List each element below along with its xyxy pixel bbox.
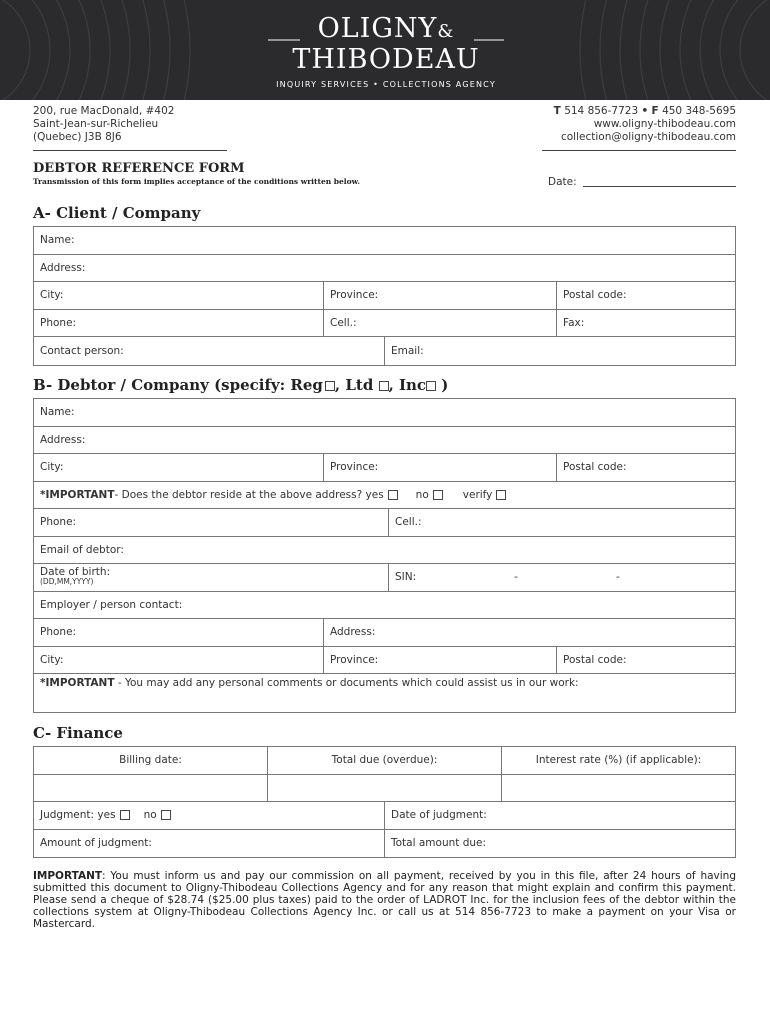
logo-tagline: INQUIRY SERVICES • COLLECTIONS AGENCY	[276, 80, 496, 89]
logo-ampersand: &	[437, 21, 455, 42]
employer-postal-field[interactable]: Postal code:	[563, 653, 627, 666]
reside-verify-checkbox[interactable]	[496, 490, 506, 500]
table-row	[34, 830, 735, 858]
debtor-phone-field[interactable]: Phone:	[34, 509, 389, 536]
table-row	[34, 674, 735, 712]
address-divider	[33, 150, 227, 151]
header-banner	[0, 0, 770, 100]
table-row	[34, 775, 735, 803]
section-a-table	[33, 226, 736, 366]
agency-contact	[554, 105, 736, 144]
total-due-input[interactable]	[268, 775, 502, 802]
table-row	[34, 337, 735, 365]
interest-rate-header: Interest rate (%) (if applicable):	[535, 754, 702, 767]
judgment-field: Judgment: yes no	[34, 802, 385, 829]
ltd-checkbox[interactable]	[379, 381, 389, 391]
reg-checkbox[interactable]	[325, 381, 335, 391]
debtor-dob-field[interactable]: Date of birth: (DD,MM,YYYY)	[34, 564, 389, 591]
table-row	[34, 255, 735, 283]
client-postal-field[interactable]: Postal code:	[563, 289, 627, 302]
form-subtitle: Transmission of this form implies acceptance of the conditions written below.	[33, 177, 360, 186]
employer-address-field[interactable]: Address:	[330, 626, 376, 639]
client-city-field[interactable]: City:	[34, 282, 324, 309]
table-row	[34, 454, 735, 482]
address-line1: 200, rue MacDonald, #402	[33, 105, 175, 117]
judgment-date-field[interactable]: Date of judgment:	[391, 809, 487, 822]
contact-divider	[542, 150, 736, 151]
client-cell-field[interactable]: Cell.:	[324, 310, 557, 337]
total-due-header: Total due (overdue):	[268, 747, 502, 774]
debtor-email-field[interactable]: Email of debtor:	[40, 543, 124, 556]
table-row	[34, 592, 735, 620]
client-province-field[interactable]: Province:	[324, 282, 557, 309]
debtor-city-field[interactable]: City:	[34, 454, 324, 481]
debtor-name-field[interactable]: Name:	[40, 406, 75, 419]
section-a-heading: A- Client / Company	[33, 204, 201, 222]
table-row	[34, 427, 735, 455]
table-row	[34, 802, 735, 830]
employer-city-field[interactable]: City:	[34, 647, 324, 674]
client-contact-field[interactable]: Contact person:	[34, 337, 385, 365]
address-line3: (Quebec) J3B 8J6	[33, 131, 122, 143]
section-c-table	[33, 746, 736, 858]
judgment-no-checkbox[interactable]	[161, 810, 171, 820]
employer-province-field[interactable]: Province:	[324, 647, 557, 674]
section-b-heading: B- Debtor / Company (specify: Reg , Ltd , Inc )	[33, 376, 449, 394]
date-label: Date:	[548, 176, 577, 188]
debtor-cell-field[interactable]: Cell.:	[395, 516, 422, 529]
total-amount-due-field[interactable]: Total amount due:	[391, 837, 487, 850]
debtor-address-field[interactable]: Address:	[40, 433, 86, 446]
debtor-postal-field[interactable]: Postal code:	[563, 461, 627, 474]
contact-phone-fax: T 514 856-7723 • F 450 348-5695	[553, 105, 736, 117]
important-note-text: : You must inform us and pay our commission on all payment, received by you in this file, after 24 hours of having submitted this document to Oligny-Thibodeau Collections Agency and for any reason that might explain and confirm this payment. Please send a cheque of $28.74 ($25.00 plus taxes) paid to the order of LADROT Inc. for the inclusion fees of the debtor within the collections system at Oligny-Thibodeau Collections Agency Inc. or call us at 514 856-7723 to make a payment on your Visa or Mastercard.	[33, 870, 736, 930]
reside-yes-checkbox[interactable]	[388, 490, 398, 500]
important-note	[33, 870, 736, 930]
reside-question: *IMPORTANT - Does the debtor reside at the above address? yes no verify	[34, 482, 735, 509]
table-row	[34, 310, 735, 338]
table-row	[34, 564, 735, 592]
debtor-sin-field[interactable]: SIN: - -	[395, 571, 620, 584]
table-row	[34, 399, 735, 427]
table-row	[34, 647, 735, 675]
judgment-amount-field[interactable]: Amount of judgment:	[34, 830, 385, 858]
billing-date-header: Billing date:	[34, 747, 268, 774]
table-row	[34, 537, 735, 565]
section-c-heading: C- Finance	[33, 724, 123, 742]
logo-line1: OLIGNY	[317, 13, 438, 44]
table-row	[34, 509, 735, 537]
contact-website[interactable]: www.oligny-thibodeau.com	[593, 118, 736, 130]
date-field[interactable]	[583, 186, 736, 187]
client-fax-field[interactable]: Fax:	[563, 316, 585, 329]
table-row	[34, 282, 735, 310]
important-note-label: IMPORTANT	[33, 870, 103, 882]
section-b-table	[33, 398, 736, 713]
employer-phone-field[interactable]: Phone:	[34, 619, 324, 646]
agency-address	[33, 105, 174, 144]
contact-email[interactable]: collection@oligny-thibodeau.com	[560, 131, 736, 143]
judgment-yes-checkbox[interactable]	[120, 810, 130, 820]
billing-date-input[interactable]	[34, 775, 268, 802]
interest-rate-input[interactable]	[502, 775, 735, 802]
client-name-field[interactable]: Name:	[40, 234, 75, 247]
company-logo	[266, 14, 506, 89]
logo-line2: THIBODEAU	[292, 44, 480, 75]
inc-checkbox[interactable]	[426, 381, 436, 391]
table-row	[34, 747, 735, 775]
table-row	[34, 619, 735, 647]
reside-no-checkbox[interactable]	[433, 490, 443, 500]
comments-field[interactable]: *IMPORTANT - You may add any personal comments or documents which could assist us in our work:	[40, 677, 579, 689]
client-phone-field[interactable]: Phone:	[34, 310, 324, 337]
employer-field[interactable]: Employer / person contact:	[40, 598, 183, 611]
client-email-field[interactable]: Email:	[391, 344, 424, 357]
table-row	[34, 227, 735, 255]
debtor-province-field[interactable]: Province:	[324, 454, 557, 481]
client-address-field[interactable]: Address:	[40, 261, 86, 274]
address-line2: Saint-Jean-sur-Richelieu	[33, 118, 159, 130]
form-title: DEBTOR REFERENCE FORM	[33, 161, 245, 176]
table-row	[34, 482, 735, 510]
